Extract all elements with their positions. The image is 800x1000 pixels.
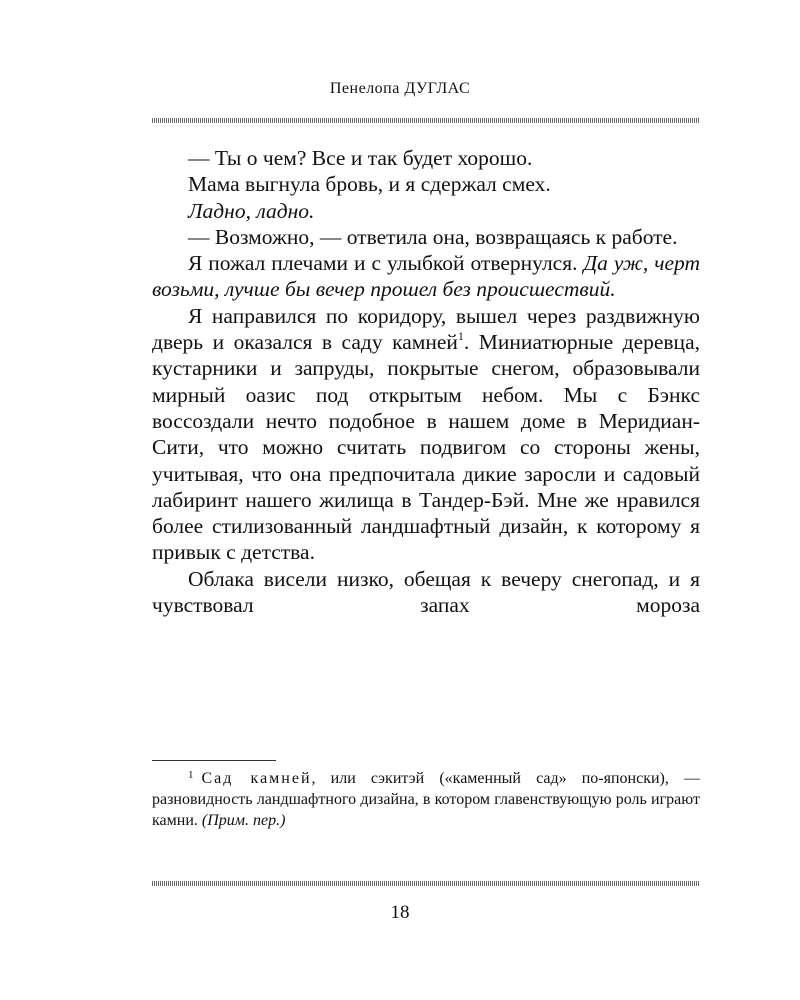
footnote-text: , или сэкитэй («каменный сад» по-японски), — разновидность ландшафтного дизайна, в котором главенствующую роль играют камни. (152, 770, 701, 829)
footnote-term: Сад камней (201, 770, 312, 787)
footnote-paragraph (152, 768, 700, 831)
footnote-mark: 1 (188, 769, 194, 781)
footnote (152, 768, 700, 831)
paragraph-5-text: Я пожал плечами и с улыбкой отвернулся. (188, 251, 584, 276)
paragraph-6 (152, 303, 700, 566)
footer-dotted-rule (152, 881, 700, 886)
paragraph-2: Мама выгнула бровь, и я сдержал смех. (188, 172, 551, 197)
page-number: 18 (390, 902, 410, 923)
italic-thought: Ладно, ладно. (188, 198, 315, 223)
header-dotted-rule (152, 118, 700, 123)
footnote-separator (152, 760, 276, 761)
body-text (152, 145, 700, 618)
running-head: Пенелопа ДУГЛАС (329, 80, 471, 97)
paragraph-4: — Возможно, — ответила она, возвращаясь к работе. (188, 224, 678, 249)
paragraph-6-text-before: Я направился по коридору, вышел через раздвижную дверь и оказался в саду камней (152, 303, 700, 355)
paragraph-7: Облака висели низко, обещая к вечеру снегопад, и я чувствовал запах мороза (152, 566, 700, 618)
paragraph-1: — Ты о чем? Все и так будет хорошо. (188, 146, 533, 170)
footnote-reference: 1 (457, 329, 464, 344)
paragraph-6-text-after: . Миниатюрные деревца, кустарники и запруды, покрытые снегом, образовывали мирный оазис под открытым небом. Мы с Бэнкс воссоздали нечто подобное в нашем доме в Меридиан-Сити, что можно считать подвигом со стороны жены, учитывая, что она предпочитала дикие заросли и садовый лабиринт нашего жилища в Тандер-Бэй. Мне же нравился более стилизованный ландшафтный дизайн, к которому я привык с детства. (152, 330, 700, 565)
paragraph-3 (152, 198, 700, 224)
paragraph-5 (152, 250, 700, 303)
footnote-note: (Прим. пер.) (201, 812, 286, 829)
paragraph-5-italic: Да уж, черт возьми, лучше бы вечер прошел без происшествий. (152, 251, 700, 302)
